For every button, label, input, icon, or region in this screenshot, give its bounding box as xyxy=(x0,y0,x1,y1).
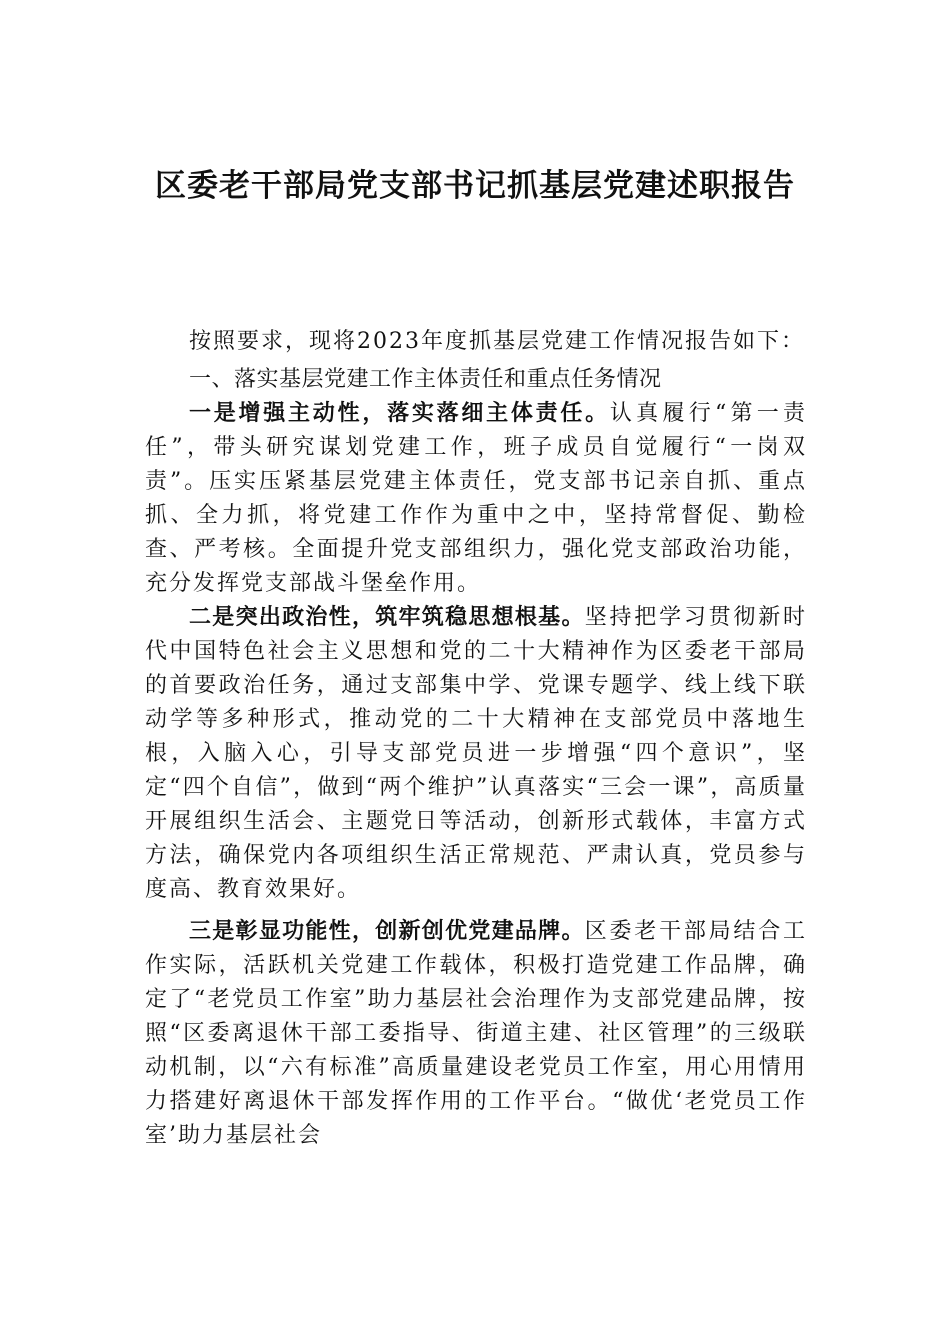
document-body xyxy=(145,325,807,1153)
paragraph-3-lead: 三是彰显功能性，创新创优党建品牌。 xyxy=(189,919,585,944)
paragraph-1-text: 认真履行“第一责任”，带头研究谋划党建工作，班子成员自觉履行“一岗双责”。压实压紧基层党建主体责任，党支部书记亲自抓、重点抓、全力抓，将党建工作作为重中之中，坚持常督促、勤检查、严考核。全面提升党支部组织力，强化党支部政治功能，充分发挥党支部战斗堡垒作用。 xyxy=(145,401,807,596)
paragraph-1-lead: 一是增强主动性，落实落细主体责任。 xyxy=(189,401,610,426)
document-title: 区委老干部局党支部书记抓基层党建述职报告 xyxy=(155,168,795,204)
paragraph-2 xyxy=(145,601,807,907)
section-heading: 一、落实基层党建工作主体责任和重点任务情况 xyxy=(189,367,662,392)
paragraph-1 xyxy=(145,397,807,601)
paragraph-3-text: 区委老干部局结合工作实际，活跃机关党建工作载体，积极打造党建工作品牌，确定了“老党员工作室”助力基层社会治理作为支部党建品牌，按照“区委离退休干部工委指导、街道主建、社区管理”的三级联动机制，以“六有标准”高质量建设老党员工作室，用心用情用力搭建好离退休干部发挥作用的工作平台。“做优‘老党员工作室’助力基层社会 xyxy=(145,919,807,1148)
paragraph-3 xyxy=(145,915,807,1153)
paragraph-2-text: 坚持把学习贯彻新时代中国特色社会主义思想和党的二十大精神作为区委老干部局的首要政治任务，通过支部集中学、党课专题学、线上线下联动学等多种形式，推动党的二十大精神在支部党员中落地生根，入脑入心，引导支部党员进一步增强“四个意识”，坚定“四个自信”，做到“两个维护”认真落实“三会一课”，高质量开展组织生活会、主题党日等活动，创新形式载体，丰富方式方法，确保党内各项组织生活正常规范、严肃认真，党员参与度高、教育效果好。 xyxy=(145,605,807,902)
paragraph-2-lead: 二是突出政治性，筑牢筑稳思想根基。 xyxy=(189,605,585,630)
intro-paragraph: 按照要求，现将2023年度抓基层党建工作情况报告如下： xyxy=(189,329,805,354)
